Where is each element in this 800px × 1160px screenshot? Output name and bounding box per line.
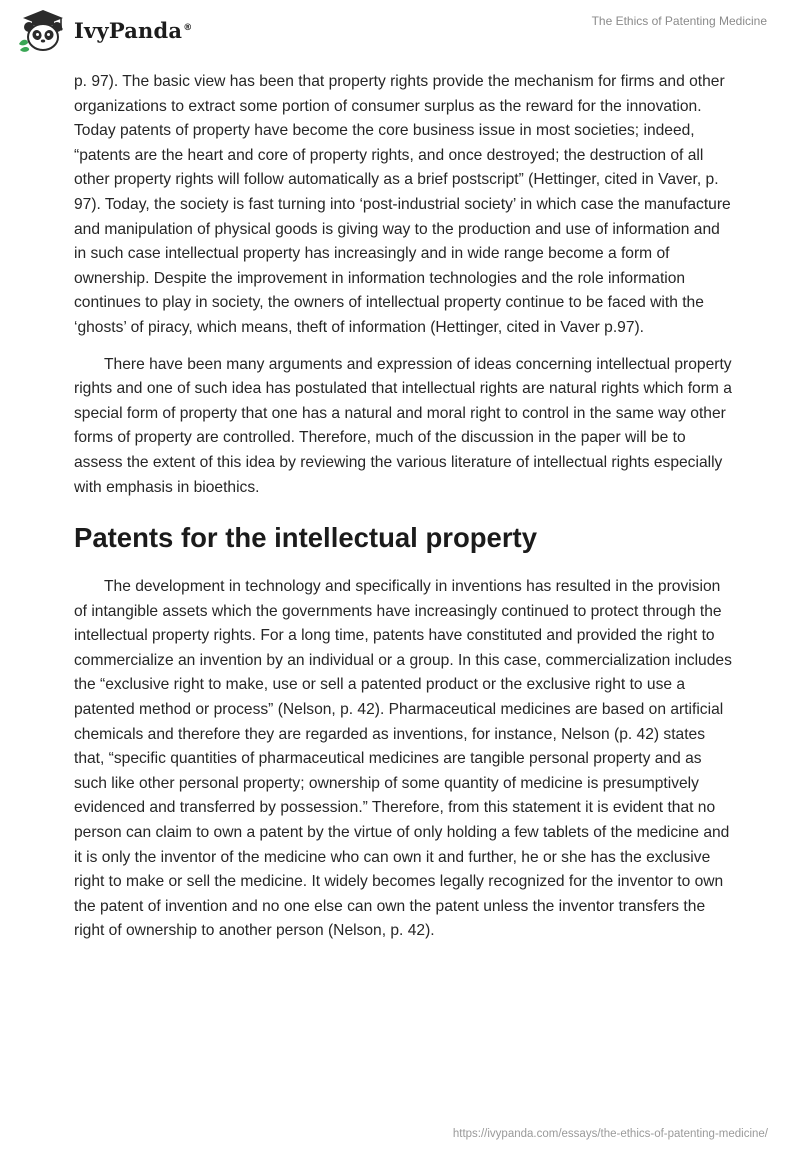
- registered-mark: ®: [183, 22, 193, 33]
- logo-text: IvyPanda®: [74, 17, 193, 43]
- essay-body: [74, 70, 734, 956]
- paragraph-continued: p. 97). The basic view has been that property rights provide the mechanism for firms and other organizations to extract some portion of consumer surplus as the reward for the innovation. Today patents of property have become the core business issue in most societies; indeed, “patents are the heart and core of property rights, and once destroyed; the destruction of all other property rights will follow automatically as a brief postscript” (Hettinger, cited in Vaver, p. 97). Today, the society is fast turning into ‘post-industrial society’ in which case the manufacture and manipulation of physical goods is giving way to the production and use of information and in such case intellectual property has increasingly and in wide range become a form of ownership. Despite the improvement in information technologies and the role information continues to play in society, the owners of intellectual property continue to be faced with the ‘ghosts’ of piracy, which means, theft of information (Hettinger, cited in Vaver p.97).: [74, 73, 731, 336]
- section-heading: Patents for the intellectual property: [74, 522, 538, 554]
- source-url[interactable]: https://ivypanda.com/essays/the-ethics-of-patenting-medicine/: [452, 1128, 768, 1140]
- document-title: The Ethics of Patenting Medicine: [591, 14, 767, 28]
- page-header: [0, 0, 800, 62]
- ivypanda-logo[interactable]: [16, 8, 192, 54]
- panda-graduate-icon: [16, 8, 70, 54]
- paragraph: The development in technology and specifically in inventions has resulted in the provision of intangible assets which the governments have increasingly continued to protect through the intellectual property rights. For a long time, patents have constituted and provided the right to commercialize an invention by an individual or a group. In this case, commercialization includes the “exclusive right to make, use or sell a patented product or the exclusive right to use a patented method or process” (Nelson, p. 42). Pharmaceutical medicines are based on artificial chemicals and therefore they are regarded as inventions, for instance, Nelson (p. 42) states that, “specific quantities of pharmaceutical medicines are tangible personal property and as such like other personal property; ownership of some quantity of medicine is presumptively evidenced and transferred by possession.” Therefore, from this statement it is evident that no person can claim to own a patent by the virtue of only holding a few tablets of the medicine and it is only the inventor of the medicine who can own it and further, he or she has the exclusive right to make or sell the medicine. It widely becomes legally recognized for the inventor to own the patent of invention and no one else can own the patent unless the inventor transfers the right of ownership to another person (Nelson, p. 42).: [74, 578, 732, 940]
- paragraph: There have been many arguments and expression of ideas concerning intellectual property rights and one of such idea has postulated that intellectual rights are natural rights which form a special form of property that one has a natural and moral right to control in the same way other forms of property are controlled. Therefore, much of the discussion in the paper will be to assess the extent of this idea by reviewing the various literature of intellectual rights especially with emphasis in bioethics.: [74, 355, 732, 496]
